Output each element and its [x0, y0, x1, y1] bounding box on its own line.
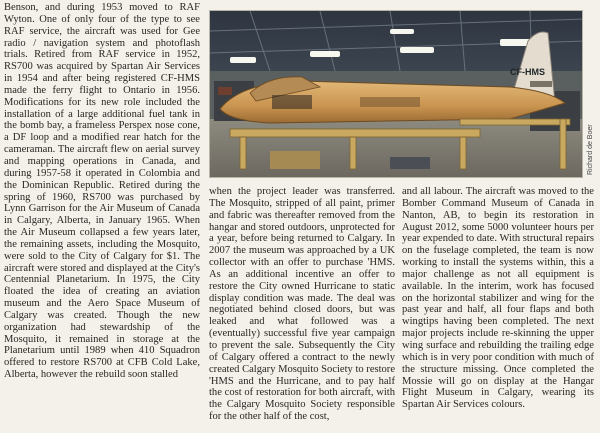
article-column-2 [209, 186, 395, 423]
column-2-text: when the project leader was transferred. The Mosquito, stripped of all paint, primer and fabric was thereafter removed from the hangar and stored outdoors, unprotected for a year, before being returned to Calgary. In 2007 the museum was approached by a UK collector with an offer to purchase 'HMS. As an additional incentive an offer to restore the City owned Hurricane to static display condition was made. The deal was negotiated behind closed doors, but was leaked and what followed was a (eventually) successful five year campaign to prevent the sale. Subsequently the City of Calgary offered a contract to the newly created Calgary Mosquito Society to restore 'HMS and the Hurricane, and to pay half the cost of restoration for both aircraft, with the Calgary Mosquito Society responsible for the other half of the cost, [209, 186, 395, 423]
aircraft-restoration-photo [209, 10, 583, 178]
article-column-1 [4, 2, 200, 381]
column-1-text: Benson, and during 1953 moved to RAF Wyton. One of only four of the type to see RAF service, the aircraft was used for Gee radio / navigation system and photoflash trials. Retired from RAF service in 1952, RS700 was acquired by Spartan Air Services in 1954 and after being registered CF-HMS made the ferry flight to Ontario in 1956. Modifications for its new role included the installation of a large additional fuel tank in the bomb bay, a frameless Perspex nose cone, a DF loop and a modified rear hatch for the cameraman. The aircraft flew on aerial survey and mapping operations in Canada, and during 1957-58 it operated in Colombia and the Dominican Republic. Retired during the spring of 1960, RS700 was purchased by Lynn Garrison for the Air Museum of Canada in Calgary, Alberta, in January 1965. When the Air Museum collapsed a few years later, the remaining assets, including the Mosquito, were sold to the City of Calgary for $1. The aircraft were stored and displayed at the City's Centennial Planetarium. In 1975, the City floated the idea of creating an aviation museum and the Aero Space Museum of Calgary was created. Though the new organization had stewardship of the Mosquito, it remained in storage at the Planetarium until 1989 when 410 Squadron offered to restore RS700 at CFB Cold Lake, Alberta, however the rebuild soon stalled [4, 2, 200, 381]
hangar-scene [210, 11, 583, 178]
article-column-3 [402, 186, 594, 411]
aircraft-registration: CF-HMS [510, 67, 545, 77]
column-3-text: and all labour. The aircraft was moved to the Bomber Command Museum of Canada in Nanton, AB, to begin its restoration in August 2012, some 5000 volunteer hours per year expended to date. With structural repairs on the fuselage completed, the team is now working to install the systems within, this a major challenge as not all equipment is available. In the interim, work has focused on the horizontal stabilizer and wing for the past year and half, all four flaps and both wingtips having been completed. The next major projects include re-skinning the upper wing surface and rebuilding the trailing edge which is in very poor condition with much of the structure missing. Once completed the Mossie will go on display at the Hangar Flight Museum in Calgary, wearing its Spartan Air Services colours. [402, 186, 594, 411]
photo-credit: Richard de Boer [587, 124, 594, 175]
